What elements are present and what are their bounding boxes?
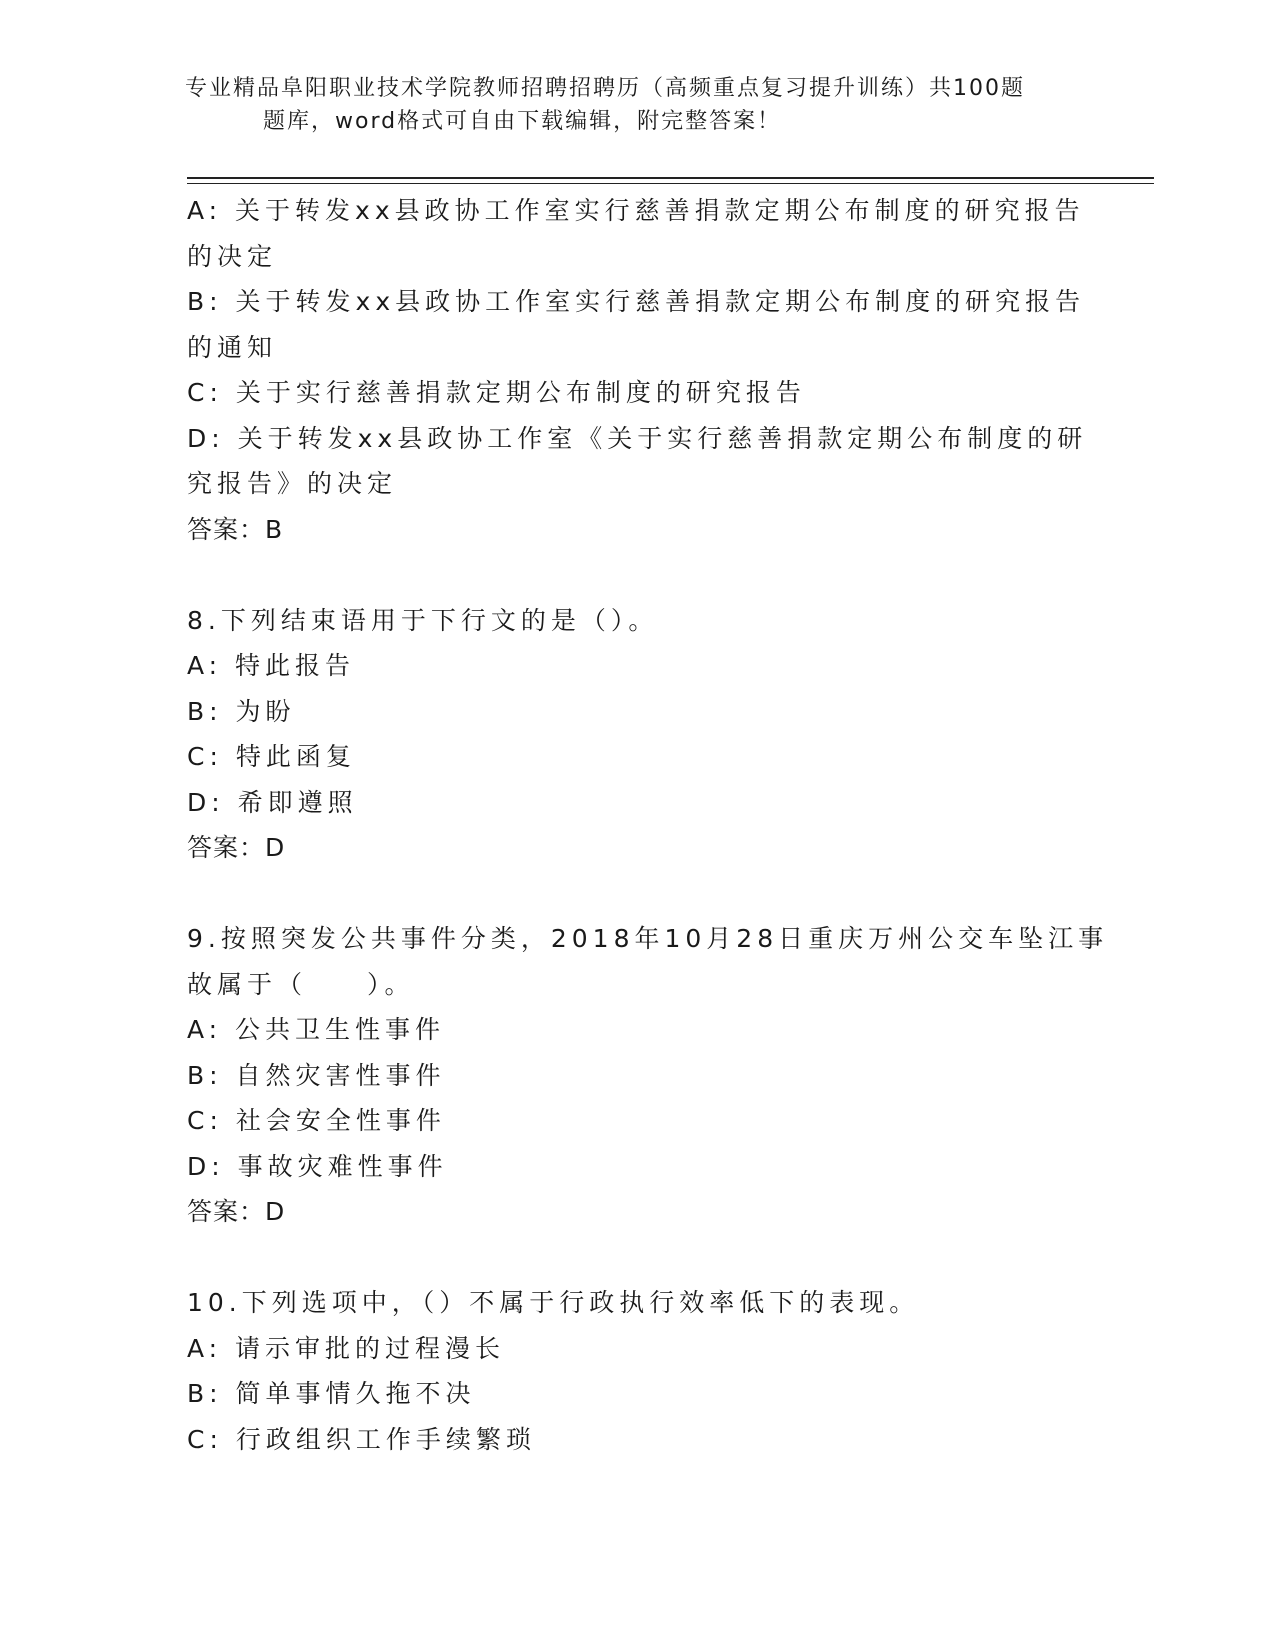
option-c: C: 行政组织工作手续繁琐 <box>187 1424 536 1454</box>
option-a: A: 请示审批的过程漫长 <box>187 1333 506 1363</box>
option-c: C: 特此函复 <box>187 742 356 771</box>
answer: 答案：D <box>187 1197 286 1226</box>
spacer <box>187 552 1067 598</box>
question-10-block <box>187 1280 1067 1462</box>
option-b-line-1: B: 关于转发xx县政协工作室实行慈善捐款定期公布制度的研究报告 <box>187 287 1086 316</box>
question-stem-line-1: 9.按照突发公共事件分类，2018年10月28日重庆万州公交车坠江事 <box>187 924 1109 953</box>
question-stem-line-2: 故属于（ ）。 <box>187 969 415 999</box>
question-stem: 10.下列选项中，（）不属于行政执行效率低下的表现。 <box>187 1288 920 1317</box>
header-divider-thick <box>187 177 1154 179</box>
answer: 答案：B <box>187 514 284 544</box>
header-title-line-2: 题库，word格式可自由下载编辑，附完整答案！ <box>263 109 782 134</box>
header-divider-thin <box>187 183 1154 184</box>
option-b-line-2: 的通知 <box>187 332 278 362</box>
option-a: A: 公共卫生性事件 <box>187 1015 446 1044</box>
document-header <box>185 72 1065 138</box>
option-a: A: 特此报告 <box>187 651 356 680</box>
option-b: B: 为盼 <box>187 696 296 726</box>
option-a-line-1: A: 关于转发xx县政协工作室实行慈善捐款定期公布制度的研究报告 <box>187 196 1085 225</box>
option-c: C: 关于实行慈善捐款定期公布制度的研究报告 <box>187 378 806 407</box>
header-title-line-1: 专业精品阜阳职业技术学院教师招聘招聘历（高频重点复习提升训练）共100题 <box>185 76 1025 101</box>
option-d: D: 希即遵照 <box>187 787 358 817</box>
option-d: D: 事故灾难性事件 <box>187 1151 448 1181</box>
question-7-block <box>187 188 1088 552</box>
option-c: C: 社会安全性事件 <box>187 1106 446 1135</box>
option-a-line-2: 的决定 <box>187 241 278 271</box>
question-list <box>187 188 1109 1462</box>
answer: 答案：D <box>187 833 286 862</box>
option-b: B: 自然灾害性事件 <box>187 1060 446 1090</box>
question-9-block <box>187 916 1109 1235</box>
spacer <box>187 871 1067 917</box>
option-b: B: 简单事情久拖不决 <box>187 1379 476 1408</box>
question-8-block <box>187 598 1067 871</box>
option-d-line-2: 究报告》的决定 <box>187 469 398 498</box>
question-stem: 8.下列结束语用于下行文的是（）。 <box>187 605 659 635</box>
option-d-line-1: D: 关于转发xx县政协工作室《关于实行慈善捐款定期公布制度的研 <box>187 423 1088 453</box>
spacer <box>187 1235 1067 1281</box>
